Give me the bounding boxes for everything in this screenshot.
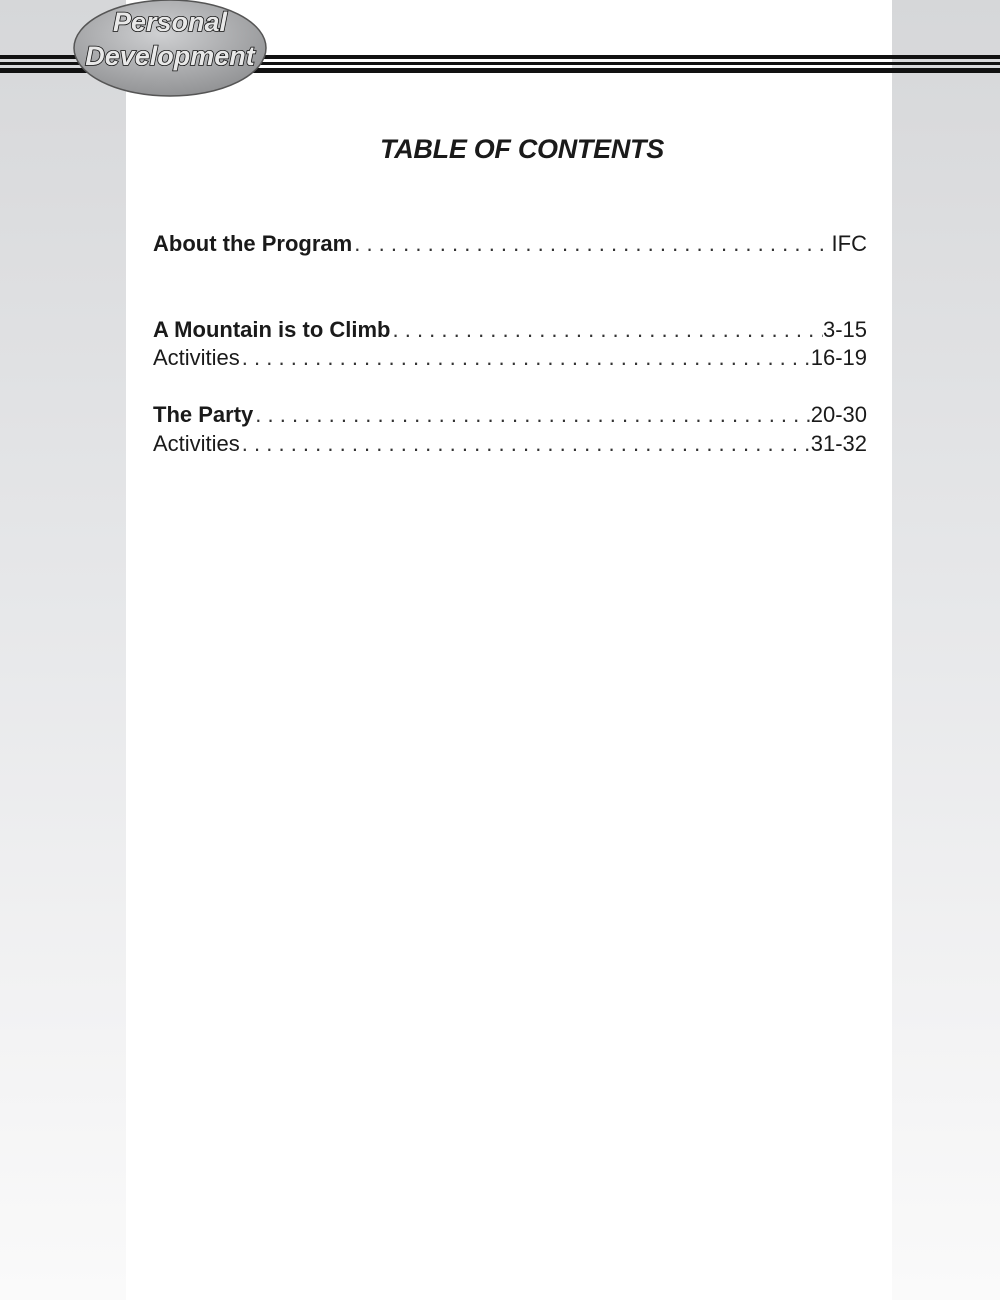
personal-development-logo [0, 0, 280, 110]
toc-entry-page: 16-19 [810, 345, 867, 370]
toc-entry-activities-2 [153, 429, 867, 459]
logo-line2: Development [85, 41, 255, 71]
toc-entry-title: Activities [153, 345, 240, 370]
toc-dot-leader [240, 429, 811, 459]
toc-dot-leader [253, 400, 810, 430]
toc-entry-title: About the Program [153, 231, 353, 256]
left-margin-band [0, 0, 126, 1300]
toc-entry-about-the-program [153, 229, 867, 259]
toc-entry-page: 20-30 [810, 402, 867, 427]
page-title: TABLE OF CONTENTS [380, 134, 664, 164]
toc-entry-the-party [153, 400, 867, 430]
toc-dot-leader [240, 343, 811, 373]
toc-entry-title: The Party [153, 402, 254, 427]
toc-entry-activities-1 [153, 343, 867, 373]
toc-entry-title: Activities [153, 431, 240, 456]
toc-dot-leader [391, 315, 823, 345]
toc-entry-page: IFC [831, 231, 867, 256]
toc-dot-leader [352, 229, 831, 259]
toc-entry-a-mountain-is-to-climb [153, 315, 867, 345]
logo-line1: Personal [112, 7, 228, 37]
right-margin-band [892, 0, 1000, 1300]
page-body [126, 0, 892, 1300]
toc-entry-title: A Mountain is to Climb [153, 317, 391, 342]
toc-entry-page: 3-15 [822, 317, 867, 342]
toc-entry-page: 31-32 [810, 431, 867, 456]
